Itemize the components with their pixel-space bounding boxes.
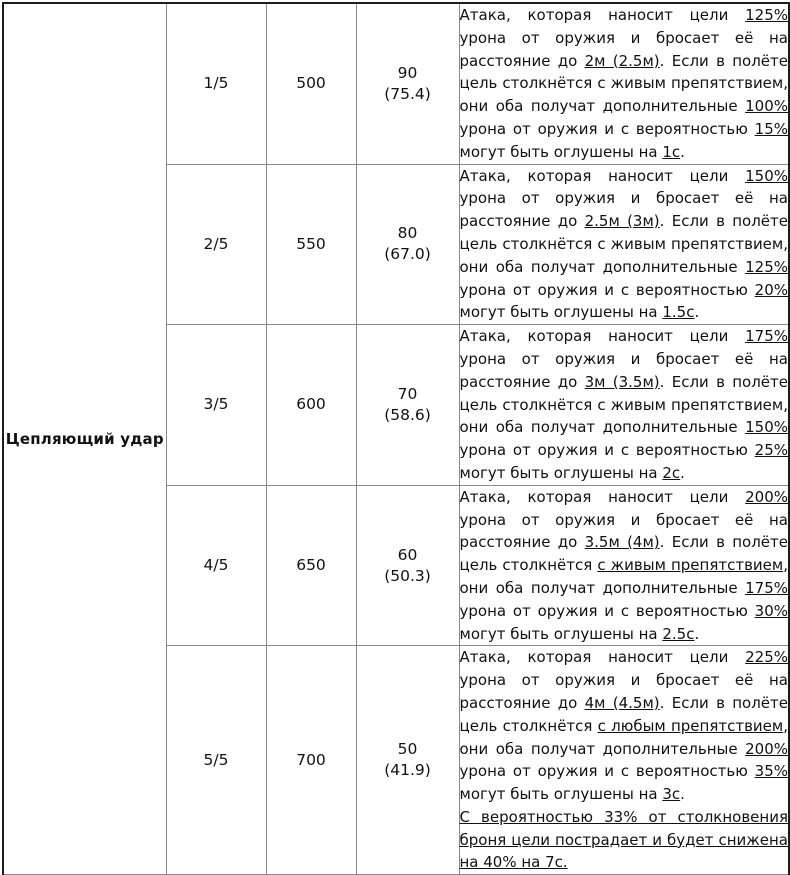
cost-cell: 600: [266, 325, 356, 486]
damage-cell: [356, 3, 459, 164]
highlighted-value: 3.5м (4м): [584, 533, 660, 552]
description-text: урона от оружия и бросает её на расстояние до: [459, 189, 788, 231]
description-paragraph: [460, 646, 789, 806]
rank-cell: 1/5: [166, 3, 266, 164]
highlighted-value: 150%: [745, 418, 788, 437]
damage-cell: [356, 646, 459, 875]
description-text: . Если в полёте цель столкнётся с живым препятствием, они оба получат дополнительные: [459, 212, 788, 276]
description-text: урона от оружия и бросает её на расстояние до: [459, 671, 788, 712]
damage-main-value: 90: [397, 63, 418, 82]
highlighted-value: 35%: [754, 762, 788, 781]
description-text: .: [694, 303, 700, 322]
description-text: урона от оружия и бросает её на расстояние до: [459, 349, 788, 391]
highlighted-value: С вероятностью 33% от столкновения броня цели пострадает и будет снижена на 40% на 7с.: [459, 807, 788, 872]
highlighted-value: 1с: [662, 142, 681, 161]
description-paragraph: [460, 4, 789, 164]
description-text: Атака, которая наносит цели: [459, 487, 746, 506]
highlighted-value: 25%: [754, 441, 788, 460]
highlighted-value: 4м (4.5м): [584, 693, 660, 712]
description-text: урона от оружия и с вероятностью: [459, 280, 755, 299]
highlighted-value: 175%: [745, 327, 788, 346]
cost-cell: 550: [266, 164, 356, 325]
description-text: .: [694, 624, 700, 643]
description-text: . Если в полёте цель столкнётся: [459, 693, 788, 735]
highlighted-value: 30%: [754, 601, 788, 620]
damage-main-value: 70: [397, 384, 418, 403]
description-text: . Если в полёте цель столкнётся с живым препятствием, они оба получат дополнительные: [459, 372, 788, 437]
description-text: .: [680, 463, 685, 482]
description-text: урона от оружия и с вероятностью: [459, 762, 755, 781]
cost-cell: 650: [266, 485, 356, 646]
description-cell: [459, 3, 789, 164]
damage-main-value: 50: [397, 740, 418, 759]
description-paragraph: [460, 806, 789, 874]
highlighted-value: 3м (3.5м): [584, 372, 660, 391]
description-text: урона от оружия и бросает её на расстояние до: [459, 510, 788, 552]
description-text: могут быть оглушены на: [459, 142, 663, 161]
highlighted-value: 2м (2.5м): [584, 51, 660, 70]
highlighted-value: с любым препятствием: [597, 716, 784, 735]
rank-cell: 2/5: [166, 164, 266, 325]
description-text: . Если в полёте цель столкнётся: [459, 533, 788, 575]
highlighted-value: 125%: [745, 6, 788, 24]
description-cell: [459, 325, 789, 486]
ability-name-label: Цепляющий удар: [5, 429, 164, 448]
damage-cell: [356, 164, 459, 325]
description-cell: [459, 485, 789, 646]
description-text: могут быть оглушены на: [459, 463, 663, 482]
highlighted-value: 1.5с: [662, 303, 695, 322]
ability-table-body: [3, 3, 789, 875]
highlighted-value: 175%: [745, 578, 788, 597]
description-cell: [459, 164, 789, 325]
description-text: .: [680, 142, 685, 161]
highlighted-value: 2.5с: [662, 624, 695, 643]
description-text: урона от оружия и с вероятностью: [459, 441, 755, 460]
rank-cell: 4/5: [166, 485, 266, 646]
highlighted-value: 20%: [754, 280, 788, 299]
highlighted-value: 3с: [662, 785, 681, 804]
damage-main-value: 60: [397, 545, 418, 564]
description-text: , они оба получат дополнительные: [459, 716, 788, 758]
description-text: Атака, которая наносит цели: [459, 166, 746, 185]
description-text: могут быть оглушены на: [459, 785, 663, 804]
description-text: .: [680, 785, 685, 804]
description-text: урона от оружия и с вероятностью: [459, 601, 755, 620]
highlighted-value: 225%: [745, 648, 788, 667]
damage-sub-value: (67.0): [384, 245, 431, 264]
description-text: Атака, которая наносит цели: [459, 6, 746, 24]
damage-cell: [356, 325, 459, 486]
ability-table-sheet: [0, 2, 790, 872]
description-text: . Если в полёте цель столкнётся с живым препятствием, они оба получат дополнительные: [459, 51, 788, 116]
description-text: могут быть оглушены на: [459, 624, 663, 643]
damage-sub-value: (41.9): [384, 761, 431, 780]
description-text: урона от оружия и с вероятностью: [459, 119, 755, 138]
description-text: Атака, которая наносит цели: [459, 648, 746, 667]
highlighted-value: 2с: [662, 463, 681, 482]
rank-cell: 3/5: [166, 325, 266, 486]
description-paragraph: [460, 486, 789, 646]
damage-cell: [356, 485, 459, 646]
description-paragraph: [460, 325, 789, 485]
ability-name-cell: [3, 3, 166, 875]
description-text: Атака, которая наносит цели: [459, 327, 746, 346]
highlighted-value: 125%: [745, 257, 788, 276]
description-text: могут быть оглушены на: [459, 303, 663, 322]
description-text: , они оба получат дополнительные: [459, 556, 788, 597]
cost-cell: 700: [266, 646, 356, 875]
cost-cell: 500: [266, 3, 356, 164]
damage-sub-value: (50.3): [384, 566, 431, 585]
table-row: [3, 3, 789, 164]
highlighted-value: 15%: [754, 119, 788, 138]
rank-cell: 5/5: [166, 646, 266, 875]
ability-table: [2, 2, 790, 875]
highlighted-value: 150%: [745, 166, 788, 185]
description-text: урона от оружия и бросает её на расстояние до: [459, 28, 788, 70]
highlighted-value: 100%: [745, 97, 788, 116]
description-paragraph: [460, 165, 789, 325]
damage-sub-value: (75.4): [384, 84, 431, 103]
highlighted-value: 200%: [745, 739, 788, 758]
highlighted-value: 2.5м (3м): [584, 212, 660, 231]
highlighted-value: 200%: [745, 487, 788, 506]
damage-main-value: 80: [397, 224, 418, 243]
highlighted-value: с живым препятствием: [597, 556, 784, 575]
description-cell: [459, 646, 789, 875]
damage-sub-value: (58.6): [384, 405, 431, 424]
